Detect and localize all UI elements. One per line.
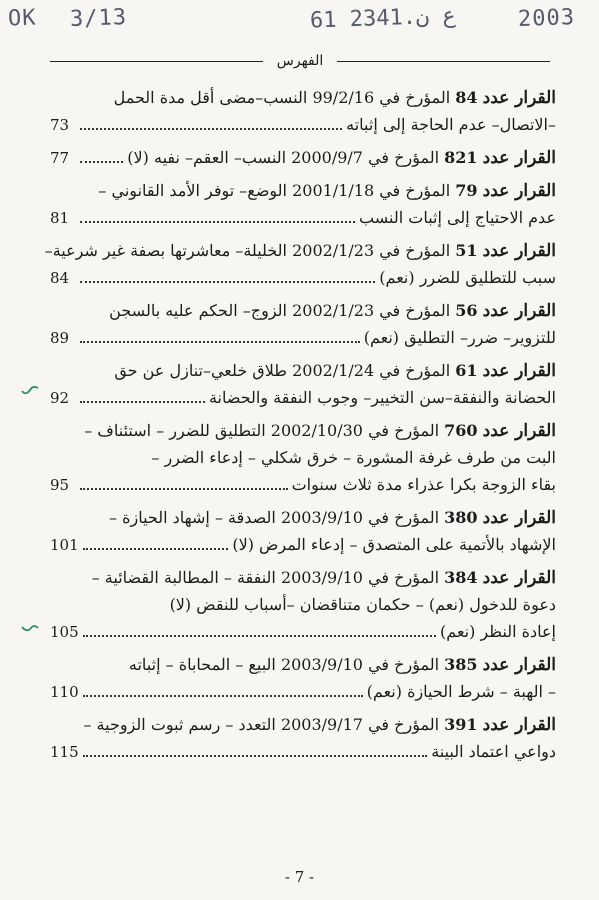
entry-number: 61 [455,361,478,380]
entry-continuation: عدم الاحتياج إلى إثبات النسب [359,208,556,227]
entry-text: المؤرخ في 2000/9/7 النسب– العقم– نفيه (لا) [127,148,440,167]
entry-page: 105 [50,623,79,641]
leader-dots [83,755,428,757]
entry-keyword: القرار عدد [482,715,556,735]
leader-dots [80,161,123,163]
entry-number: 391 [444,715,478,734]
entry-continuation: – الهبة – شرط الحيازة (نعم) [366,682,556,701]
index-entry [50,177,556,231]
entry-continuation: للتزوير– ضرر– التطليق (نعم) [363,328,556,347]
entry-text: المؤرخ في 2002/10/30 التطليق للضرر – استئناف – [84,421,440,440]
leader-dots [80,341,360,343]
margin-check-mark [20,384,40,398]
entry-text: المؤرخ في 2003/9/10 النفقة – المطالبة القضائية – [91,568,440,587]
entry-continuation: بقاء الزوجة بكرا عذراء مدة ثلاث سنوات [291,475,556,494]
index-entry [50,564,556,645]
entry-keyword: القرار عدد [482,301,556,321]
entry-page: 110 [50,683,79,701]
header-rule-right [337,61,550,62]
entry-page: 84 [50,269,70,287]
entry-text: المؤرخ في 2002/1/23 الخليلة– معاشرتها بصفة غير شرعية– [44,241,451,260]
entry-continuation: دواعي اعتماد البينة [431,742,556,761]
entry-keyword: القرار عدد [482,88,556,108]
entry-text: المؤرخ في 2003/9/17 التعدد – رسم ثبوت الزوجية – [83,715,440,734]
entry-text: المؤرخ في 2002/1/24 طلاق خلعي–تنازل عن حق [114,361,451,380]
entry-text: المؤرخ في 2002/1/23 الزوج– الحكم عليه بالسجن [109,301,451,320]
header-rule-left [50,61,263,62]
entry-keyword: القرار عدد [482,361,556,381]
index-entry [50,651,556,705]
entry-page: 77 [50,149,70,167]
entry-text: المؤرخ في 2003/9/10 البيع – المحاباة – إثباته [128,655,440,674]
leader-dots [83,548,229,550]
entry-number: 79 [455,181,478,200]
entry-continuation: إعادة النظر (نعم) [440,622,556,641]
entry-continuation: الإشهاد بالأتمية على المتصدق – إدعاء المرض (لا) [232,535,556,554]
index-entry [50,417,556,498]
entry-number: 385 [444,655,478,674]
leader-dots [80,281,375,283]
entry-text: المؤرخ في 2001/1/18 الوضع– توفر الأمد القانوني – [98,181,451,200]
entry-text: المؤرخ في 99/2/16 النسب–مضى أقل مدة الحمل [113,88,451,107]
leader-dots [80,488,288,490]
index-entry [50,357,556,411]
entry-continuation: –الاتصال– عدم الحاجة إلى إثباته [346,115,556,134]
handwritten-ok: OK [7,5,37,32]
index-header [50,48,550,74]
margin-check-mark [20,622,40,636]
index-entry [50,297,556,351]
entry-page: 89 [50,329,70,347]
handwritten-fraction: 3/13 [69,5,128,32]
index-entry [44,237,556,291]
entry-page: 95 [50,476,70,494]
entry-keyword: القرار عدد [482,508,556,528]
entry-page: 92 [50,389,70,407]
entry-number: 821 [444,148,478,167]
entry-page: 115 [50,743,79,761]
page-number: - 7 - [284,868,315,886]
entry-keyword: القرار عدد [482,181,556,201]
entry-page: 81 [50,209,70,227]
leader-dots [83,695,363,697]
entry-number: 84 [455,88,478,107]
index-list [44,84,556,771]
entry-keyword: القرار عدد [482,148,556,168]
entry-keyword: القرار عدد [482,241,556,261]
entry-text: المؤرخ في 2003/9/10 الصدقة – إشهاد الحيازة – [109,508,440,527]
entry-number: 51 [455,241,478,260]
entry-continuation: الحضانة والنفقة–سن التخيير– وجوب النفقة والحضانة [208,388,556,407]
entry-number: 760 [444,421,478,440]
entry-number: 56 [455,301,478,320]
entry-continuation: سبب للتطليق للضرر (نعم) [379,268,556,287]
index-entry [50,504,556,558]
leader-dots [80,128,342,130]
leader-dots [80,401,205,403]
entry-keyword: القرار عدد [482,421,556,441]
entry-number: 380 [444,508,478,527]
entry-page: 101 [50,536,79,554]
index-title: الفهرس [276,53,324,69]
entry-keyword: القرار عدد [482,568,556,588]
entry-keyword: القرار عدد [482,655,556,675]
leader-dots [83,635,436,637]
leader-dots [80,221,355,223]
index-entry [50,711,556,765]
entry-continuation: البت من طرف غرفة المشورة – خرق شكلي – إدعاء الضرر – [151,448,556,467]
index-entry [50,84,556,138]
index-entry [50,144,556,171]
handwritten-year: 2003 [517,5,576,32]
entry-page: 73 [50,116,70,134]
entry-number: 384 [444,568,478,587]
handwritten-reference: 61 ع ن.2341 [309,3,457,34]
entry-continuation: دعوة للدخول (نعم) – حكمان متناقضان –أسباب للنقض (لا) [169,595,556,614]
